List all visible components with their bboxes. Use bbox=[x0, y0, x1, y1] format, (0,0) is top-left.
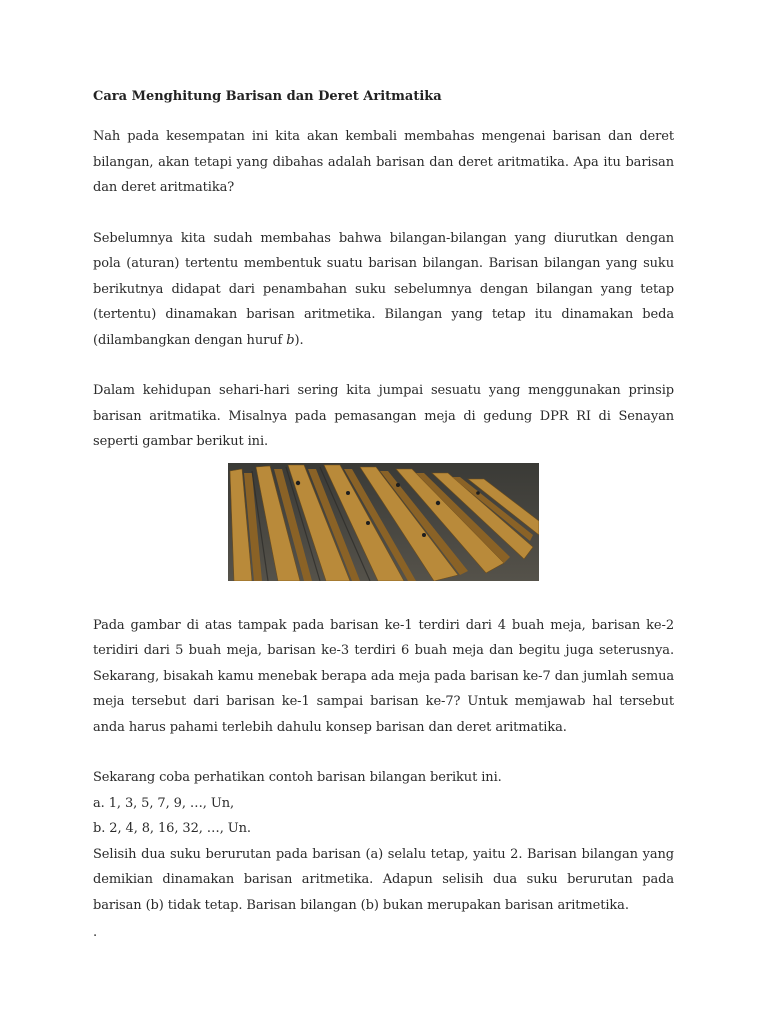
paragraph-examples-intro: Sekarang coba perhatikan contoh barisan bilangan berikut ini. bbox=[93, 770, 502, 785]
paragraph-definition-text: Sebelumnya kita sudah membahas bahwa bilangan-bilangan yang diurutkan dengan pola (aturan) tertentu membentuk suatu barisan bilangan. Barisan bilangan yang suku berikutnya didapat dari penambahan suku sebelumnya dengan bilangan yang tetap (tertentu) dinamakan barisan aritmetika. Bilangan yang tetap itu dinamakan beda (dilambangkan dengan huruf bbox=[93, 230, 674, 348]
paragraph-definition-end: ). bbox=[294, 332, 304, 348]
paragraph-explanation: Selisih dua suku berurutan pada barisan (a) selalu tetap, yaitu 2. Barisan bilangan yang demikian dinamakan barisan aritmetika. Adapun selisih dua suku berurutan pada barisan (b) tidak tetap. Barisan bilangan (b) bukan merupakan barisan aritmetika. bbox=[93, 846, 674, 913]
paragraph-question: Pada gambar di atas tampak pada barisan ke-1 terdiri dari 4 buah meja, barisan ke-2 teridiri dari 5 buah meja, barisan ke-3 terdiri 6 buah meja dan begitu juga seterusnya. Sekarang, bisakah kamu menebak berapa ada meja pada barisan ke-7 dan jumlah semua meja tersebut dari barisan ke-1 sampai barisan ke-7? Untuk memjawab hal tersebut anda harus pahami terlebih dahulu konsep barisan dan deret aritmatika. bbox=[93, 617, 674, 735]
variable-b: b bbox=[286, 332, 295, 348]
list-item-b: b. 2, 4, 8, 16, 32, …, Un. bbox=[93, 821, 251, 836]
paragraph-example: Dalam kehidupan sehari-hari sering kita jumpai sesuatu yang menggunakan prinsip barisan aritmatika. Misalnya pada pemasangan meja di gedung DPR RI di Senayan seperti gambar berikut ini. bbox=[93, 383, 674, 449]
paragraph-definition bbox=[93, 226, 674, 354]
list-item-a: a. 1, 3, 5, 7, 9, …, Un, bbox=[93, 795, 235, 811]
parliament-hall-photo bbox=[228, 463, 539, 581]
document-title: Cara Menghitung Barisan dan Deret Aritmatika bbox=[93, 89, 442, 104]
trailing-period: . bbox=[93, 925, 98, 940]
paragraph-intro: Nah pada kesempatan ini kita akan kembali membahas mengenai barisan dan deret bilangan, akan tetapi yang dibahas adalah barisan dan deret aritmatika. Apa itu barisan dan deret aritmatika? bbox=[93, 129, 674, 195]
